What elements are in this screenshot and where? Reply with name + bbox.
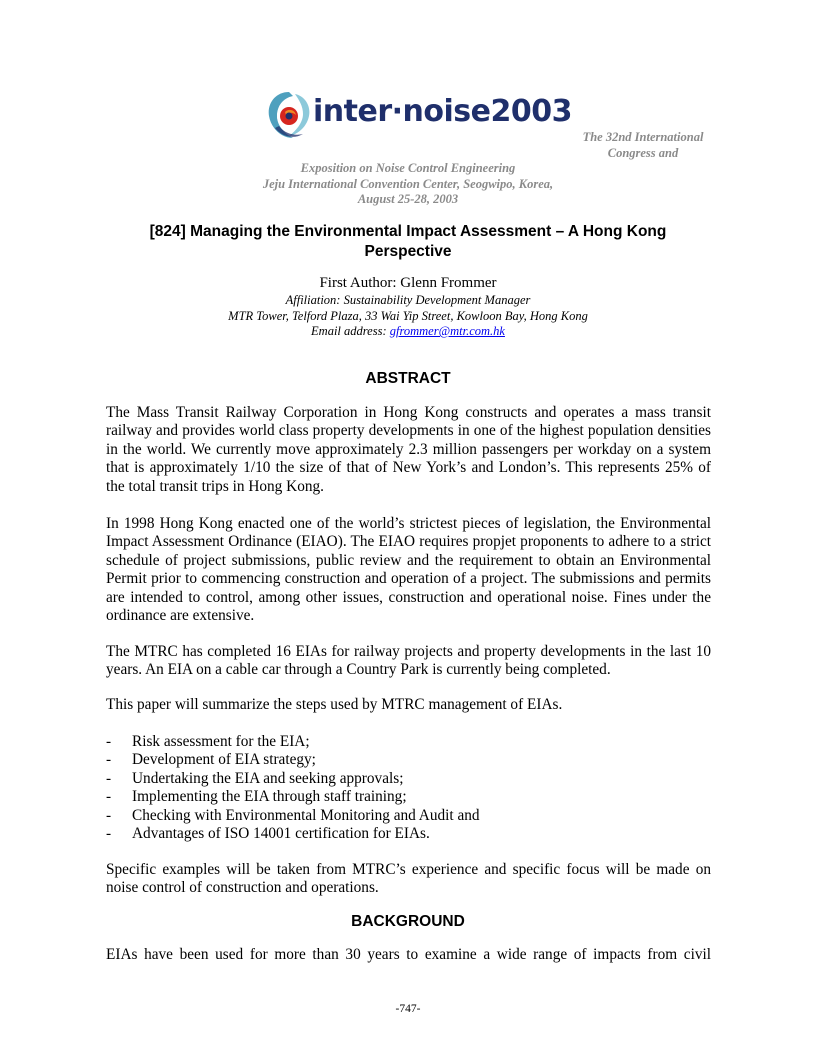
author-email-line bbox=[108, 324, 708, 340]
list-dash: - bbox=[106, 751, 112, 769]
list-item bbox=[106, 825, 711, 843]
paper-title-line: Perspective bbox=[364, 242, 452, 260]
conference-name-right bbox=[560, 130, 726, 161]
list-item-text: Implementing the EIA through staff training; bbox=[132, 788, 407, 806]
list-item-text: Checking with Environmental Monitoring and Audit and bbox=[132, 806, 480, 824]
author-affiliation-block bbox=[108, 293, 708, 340]
conference-line: Congress and bbox=[607, 145, 679, 160]
list-item bbox=[106, 770, 711, 788]
paper-title bbox=[108, 222, 708, 261]
list-item-text: Development of EIA strategy; bbox=[132, 751, 316, 769]
conference-venue: Jeju International Convention Center, Seogwipo, Korea, bbox=[262, 176, 554, 191]
list-item-text: Undertaking the EIA and seeking approvals; bbox=[132, 769, 404, 787]
abstract-paragraph-1: The Mass Transit Railway Corporation in Hong Kong constructs and operates a mass transit railway and provides world class property developments in one of the highest population densities in the world. We currently move approximately 2.3 million passengers per workday on a system that is approximately 1/10 the size of that of New York’s and London’s. This represents 25% of the total transit trips in Hong Kong. bbox=[106, 404, 711, 495]
list-item-text: Risk assessment for the EIA; bbox=[132, 733, 310, 750]
author-address: MTR Tower, Telford Plaza, 33 Wai Yip Street, Kowloon Bay, Hong Kong bbox=[228, 308, 588, 323]
paper-title-line: [824] Managing the Environmental Impact Assessment – A Hong Kong bbox=[149, 223, 667, 240]
logo-text: inter·noise2003 bbox=[313, 94, 572, 129]
list-dash: - bbox=[106, 769, 112, 787]
list-item bbox=[106, 751, 711, 769]
list-dash: - bbox=[106, 733, 112, 750]
conference-details bbox=[200, 161, 616, 208]
conference-logo bbox=[265, 88, 572, 144]
swirl-logo-icon bbox=[265, 88, 313, 144]
list-item-text: Advantages of ISO 14001 certification for EIAs. bbox=[132, 824, 430, 842]
email-link[interactable]: gfrommer@mtr.com.hk bbox=[389, 324, 505, 338]
conference-dates: August 25-28, 2003 bbox=[357, 192, 459, 206]
conference-line: Exposition on Noise Control Engineering bbox=[300, 161, 516, 175]
list-dash: - bbox=[106, 806, 112, 824]
steps-list bbox=[106, 733, 711, 843]
email-label: Email address: bbox=[311, 324, 390, 338]
abstract-paragraph-2: In 1998 Hong Kong enacted one of the world’s strictest pieces of legislation, the Environmental Impact Assessment Ordinance (EIAO). The EIAO requires propjet proponents to adhere to a strict schedule of project submissions, public review and the requirement to obtain an Environmental Permit prior to commencing construction and operation of a project. The submissions and permits are intended to control, among other issues, construction and operational noise. Fines under the ordinance are extensive. bbox=[106, 515, 711, 625]
abstract-paragraph-4: This paper will summarize the steps used by MTRC management of EIAs. bbox=[106, 696, 563, 713]
list-dash: - bbox=[106, 788, 112, 806]
page-number: -747- bbox=[395, 1003, 421, 1015]
abstract-heading: ABSTRACT bbox=[365, 370, 451, 387]
list-item bbox=[106, 733, 711, 751]
abstract-paragraph-5: Specific examples will be taken from MTRC’s experience and specific focus will be made on noise control of construction and operations. bbox=[106, 861, 711, 897]
conference-line: The 32nd International bbox=[582, 130, 704, 144]
list-item bbox=[106, 807, 711, 825]
list-dash: - bbox=[106, 824, 112, 842]
author-affiliation: Affiliation: Sustainability Development Manager bbox=[285, 293, 531, 307]
abstract-paragraph-3: The MTRC has completed 16 EIAs for railway projects and property developments in the last 10 years. An EIA on a cable car through a Country Park is currently being completed. bbox=[106, 643, 711, 679]
background-paragraph-1: EIAs have been used for more than 30 years to examine a wide range of impacts from civil bbox=[106, 946, 711, 963]
author-name: First Author: Glenn Frommer bbox=[319, 275, 497, 291]
list-item bbox=[106, 788, 711, 806]
background-heading: BACKGROUND bbox=[351, 913, 465, 930]
